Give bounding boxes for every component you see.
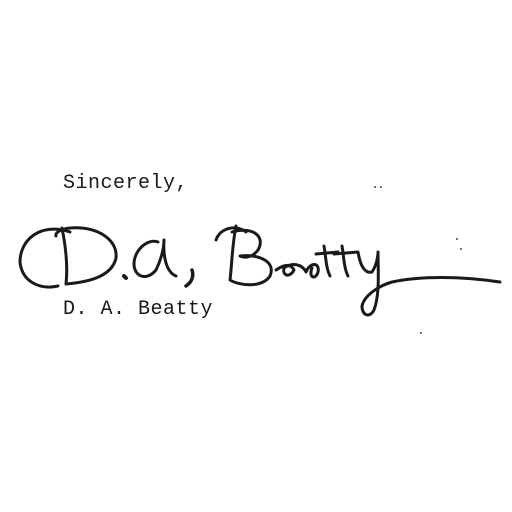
scan-speck	[420, 332, 422, 334]
scan-speck	[380, 186, 382, 188]
scan-speck	[460, 248, 462, 250]
scan-speck	[456, 238, 458, 240]
signer-name: D. A. Beatty	[63, 298, 214, 321]
scan-speck	[374, 186, 376, 188]
closing-salutation: Sincerely,	[63, 172, 189, 195]
